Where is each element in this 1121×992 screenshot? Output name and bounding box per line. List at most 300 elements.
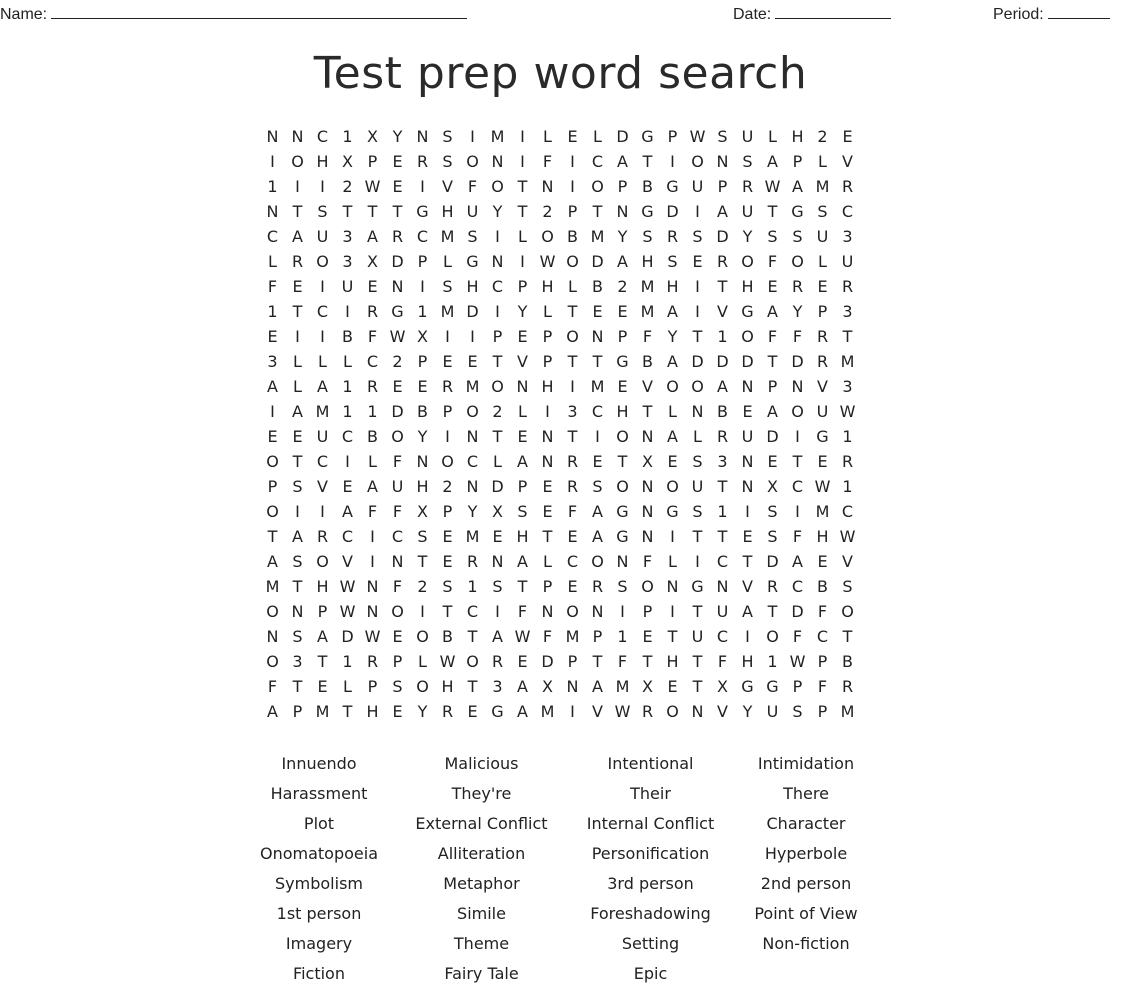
grid-letter[interactable]: I xyxy=(570,702,575,721)
grid-letter[interactable]: H xyxy=(416,477,429,496)
grid-letter[interactable]: E xyxy=(742,527,753,546)
grid-letter[interactable]: L xyxy=(543,552,552,571)
grid-letter[interactable]: M xyxy=(840,352,855,371)
grid-letter[interactable]: D xyxy=(591,252,604,271)
grid-letter[interactable]: O xyxy=(591,177,604,196)
grid-letter[interactable]: E xyxy=(392,177,403,196)
grid-letter[interactable]: V xyxy=(342,552,353,571)
grid-letter[interactable]: 1 xyxy=(342,127,353,146)
grid-letter[interactable]: E xyxy=(617,377,628,396)
grid-letter[interactable]: S xyxy=(667,252,678,271)
grid-letter[interactable]: H xyxy=(741,652,754,671)
grid-letter[interactable]: E xyxy=(292,277,303,296)
grid-letter[interactable]: N xyxy=(641,427,654,446)
grid-letter[interactable]: X xyxy=(767,477,778,496)
grid-letter[interactable]: B xyxy=(367,427,378,446)
grid-letter[interactable]: M xyxy=(315,402,330,421)
grid-letter[interactable]: P xyxy=(492,327,503,346)
grid-letter[interactable]: N xyxy=(266,202,279,221)
grid-letter[interactable]: C xyxy=(591,402,604,421)
grid-letter[interactable]: 1 xyxy=(767,652,778,671)
grid-letter[interactable]: T xyxy=(292,452,303,471)
grid-letter[interactable]: A xyxy=(492,627,503,646)
grid-letter[interactable]: M xyxy=(440,302,455,321)
grid-letter[interactable]: X xyxy=(542,677,553,696)
grid-letter[interactable]: B xyxy=(442,627,453,646)
grid-letter[interactable]: I xyxy=(745,502,750,521)
grid-letter[interactable]: T xyxy=(642,152,653,171)
grid-letter[interactable]: R xyxy=(491,652,504,671)
grid-letter[interactable]: S xyxy=(792,227,803,246)
grid-letter[interactable]: Y xyxy=(417,702,428,721)
grid-letter[interactable]: L xyxy=(343,677,352,696)
grid-letter[interactable]: T xyxy=(442,602,453,621)
grid-letter[interactable]: 1 xyxy=(367,402,378,421)
grid-letter[interactable]: R xyxy=(366,652,379,671)
grid-letter[interactable]: L xyxy=(543,302,552,321)
grid-letter[interactable]: Y xyxy=(392,127,403,146)
grid-letter[interactable]: N xyxy=(466,427,479,446)
grid-letter[interactable]: O xyxy=(391,427,404,446)
grid-letter[interactable]: W xyxy=(339,577,356,596)
grid-letter[interactable]: I xyxy=(595,427,600,446)
grid-letter[interactable]: N xyxy=(741,452,754,471)
grid-letter[interactable]: S xyxy=(392,677,403,696)
grid-letter[interactable]: A xyxy=(292,402,303,421)
grid-letter[interactable]: T xyxy=(842,327,853,346)
period-field[interactable] xyxy=(993,4,1110,24)
grid-letter[interactable]: S xyxy=(442,152,453,171)
grid-letter[interactable]: O xyxy=(566,252,579,271)
grid-letter[interactable]: R xyxy=(416,152,429,171)
grid-letter[interactable]: A xyxy=(592,677,603,696)
grid-letter[interactable]: O xyxy=(766,627,779,646)
grid-letter[interactable]: I xyxy=(795,502,800,521)
grid-letter[interactable]: T xyxy=(517,202,528,221)
grid-letter[interactable]: F xyxy=(392,452,403,471)
grid-letter[interactable]: T xyxy=(292,302,303,321)
grid-letter[interactable]: Y xyxy=(742,702,753,721)
grid-letter[interactable]: S xyxy=(517,502,528,521)
grid-letter[interactable]: P xyxy=(417,252,428,271)
grid-letter[interactable]: E xyxy=(667,677,678,696)
grid-letter[interactable]: C xyxy=(466,452,479,471)
grid-letter[interactable]: C xyxy=(341,427,354,446)
grid-letter[interactable]: N xyxy=(741,477,754,496)
grid-letter[interactable]: G xyxy=(616,352,629,371)
grid-letter[interactable]: N xyxy=(541,452,554,471)
grid-letter[interactable]: I xyxy=(570,177,575,196)
grid-letter[interactable]: Y xyxy=(492,202,503,221)
grid-letter[interactable]: L xyxy=(668,402,677,421)
grid-letter[interactable]: F xyxy=(792,527,803,546)
grid-letter[interactable]: I xyxy=(520,127,525,146)
grid-letter[interactable]: T xyxy=(592,652,603,671)
grid-letter[interactable]: P xyxy=(617,177,628,196)
grid-letter[interactable]: T xyxy=(667,627,678,646)
grid-letter[interactable]: L xyxy=(418,652,427,671)
grid-letter[interactable]: Y xyxy=(792,302,803,321)
grid-letter[interactable]: L xyxy=(668,552,677,571)
grid-letter[interactable]: A xyxy=(292,227,303,246)
grid-letter[interactable]: V xyxy=(842,552,853,571)
grid-letter[interactable]: O xyxy=(316,552,329,571)
grid-letter[interactable]: N xyxy=(666,577,679,596)
grid-letter[interactable]: G xyxy=(691,577,704,596)
grid-letter[interactable]: A xyxy=(667,352,678,371)
grid-letter[interactable]: C xyxy=(466,602,479,621)
grid-letter[interactable]: X xyxy=(642,452,653,471)
grid-letter[interactable]: H xyxy=(791,127,804,146)
grid-letter[interactable]: C xyxy=(716,627,729,646)
grid-letter[interactable]: B xyxy=(417,402,428,421)
grid-letter[interactable]: P xyxy=(592,627,603,646)
grid-letter[interactable]: 1 xyxy=(342,652,353,671)
grid-letter[interactable]: D xyxy=(541,652,554,671)
grid-letter[interactable]: R xyxy=(316,527,329,546)
grid-letter[interactable]: F xyxy=(642,552,653,571)
grid-letter[interactable]: O xyxy=(591,552,604,571)
grid-letter[interactable]: Y xyxy=(617,227,628,246)
grid-letter[interactable]: S xyxy=(492,577,503,596)
grid-letter[interactable]: E xyxy=(567,127,578,146)
grid-letter[interactable]: I xyxy=(445,327,450,346)
grid-letter[interactable]: C xyxy=(391,527,404,546)
grid-letter[interactable]: X xyxy=(417,327,428,346)
grid-letter[interactable]: O xyxy=(741,252,754,271)
grid-letter[interactable]: B xyxy=(817,577,828,596)
grid-letter[interactable]: E xyxy=(692,252,703,271)
grid-letter[interactable]: R xyxy=(716,252,729,271)
grid-letter[interactable]: N xyxy=(291,127,304,146)
grid-letter[interactable]: I xyxy=(420,177,425,196)
grid-letter[interactable]: N xyxy=(591,602,604,621)
grid-letter[interactable]: T xyxy=(492,427,503,446)
grid-letter[interactable]: N xyxy=(641,527,654,546)
grid-letter[interactable]: 1 xyxy=(342,402,353,421)
grid-letter[interactable]: A xyxy=(267,702,278,721)
grid-letter[interactable]: T xyxy=(692,677,703,696)
grid-letter[interactable]: E xyxy=(392,377,403,396)
grid-letter[interactable]: M xyxy=(815,177,830,196)
grid-letter[interactable]: L xyxy=(768,127,777,146)
grid-letter[interactable]: N xyxy=(716,152,729,171)
grid-letter[interactable]: L xyxy=(368,452,377,471)
grid-letter[interactable]: S xyxy=(467,227,478,246)
grid-letter[interactable]: O xyxy=(541,227,554,246)
grid-letter[interactable]: N xyxy=(366,577,379,596)
grid-letter[interactable]: A xyxy=(592,527,603,546)
grid-letter[interactable]: H xyxy=(541,277,554,296)
grid-letter[interactable]: C xyxy=(841,202,854,221)
grid-letter[interactable]: N xyxy=(541,602,554,621)
date-blank[interactable] xyxy=(775,4,891,19)
grid-letter[interactable]: O xyxy=(466,402,479,421)
grid-letter[interactable]: G xyxy=(616,527,629,546)
grid-letter[interactable]: O xyxy=(391,602,404,621)
grid-letter[interactable]: N xyxy=(616,202,629,221)
grid-letter[interactable]: 3 xyxy=(717,452,728,471)
grid-letter[interactable]: N xyxy=(691,702,704,721)
grid-letter[interactable]: P xyxy=(667,127,678,146)
grid-letter[interactable]: E xyxy=(842,127,853,146)
grid-letter[interactable]: U xyxy=(391,477,404,496)
grid-letter[interactable]: P xyxy=(517,277,528,296)
grid-letter[interactable]: P xyxy=(792,152,803,171)
grid-letter[interactable]: S xyxy=(792,702,803,721)
grid-letter[interactable]: C xyxy=(791,577,804,596)
grid-letter[interactable]: T xyxy=(342,702,353,721)
grid-letter[interactable]: F xyxy=(817,602,828,621)
grid-letter[interactable]: S xyxy=(442,127,453,146)
grid-letter[interactable]: P xyxy=(767,377,778,396)
grid-letter[interactable]: L xyxy=(493,452,502,471)
grid-letter[interactable]: T xyxy=(767,352,778,371)
grid-letter[interactable]: R xyxy=(641,702,654,721)
grid-letter[interactable]: D xyxy=(391,402,404,421)
grid-letter[interactable]: S xyxy=(617,577,628,596)
grid-letter[interactable]: A xyxy=(267,552,278,571)
grid-letter[interactable]: I xyxy=(670,527,675,546)
grid-letter[interactable]: D xyxy=(616,127,629,146)
grid-letter[interactable]: N xyxy=(391,552,404,571)
grid-letter[interactable]: G xyxy=(666,177,679,196)
grid-letter[interactable]: I xyxy=(695,302,700,321)
grid-letter[interactable]: P xyxy=(642,602,653,621)
grid-letter[interactable]: R xyxy=(666,227,679,246)
grid-letter[interactable]: C xyxy=(366,352,379,371)
grid-letter[interactable]: H xyxy=(666,277,679,296)
grid-letter[interactable]: N xyxy=(491,152,504,171)
grid-letter[interactable]: N xyxy=(266,127,279,146)
grid-letter[interactable]: T xyxy=(467,627,478,646)
grid-letter[interactable]: N xyxy=(541,177,554,196)
grid-letter[interactable]: U xyxy=(841,252,854,271)
grid-letter[interactable]: O xyxy=(691,377,704,396)
grid-letter[interactable]: F xyxy=(467,177,478,196)
grid-letter[interactable]: U xyxy=(741,427,754,446)
grid-letter[interactable]: F xyxy=(542,627,553,646)
grid-letter[interactable]: O xyxy=(466,152,479,171)
grid-letter[interactable]: A xyxy=(517,552,528,571)
grid-letter[interactable]: A xyxy=(767,152,778,171)
grid-letter[interactable]: G xyxy=(766,677,779,696)
grid-letter[interactable]: F xyxy=(642,327,653,346)
grid-letter[interactable]: A xyxy=(517,452,528,471)
grid-letter[interactable]: X xyxy=(367,252,378,271)
grid-letter[interactable]: E xyxy=(292,427,303,446)
grid-letter[interactable]: C xyxy=(316,302,329,321)
grid-letter[interactable]: L xyxy=(318,352,327,371)
grid-letter[interactable]: P xyxy=(392,652,403,671)
grid-letter[interactable]: B xyxy=(642,177,653,196)
grid-letter[interactable]: D xyxy=(716,227,729,246)
grid-letter[interactable]: P xyxy=(367,677,378,696)
grid-letter[interactable]: 3 xyxy=(342,227,353,246)
grid-letter[interactable]: I xyxy=(495,302,500,321)
grid-letter[interactable]: T xyxy=(842,627,853,646)
grid-letter[interactable]: V xyxy=(517,352,528,371)
grid-letter[interactable]: M xyxy=(465,377,480,396)
grid-letter[interactable]: O xyxy=(841,602,854,621)
grid-letter[interactable]: T xyxy=(692,652,703,671)
grid-letter[interactable]: D xyxy=(791,602,804,621)
grid-letter[interactable]: M xyxy=(565,627,580,646)
grid-letter[interactable]: R xyxy=(816,327,829,346)
grid-letter[interactable]: X xyxy=(417,502,428,521)
grid-letter[interactable]: L xyxy=(518,402,527,421)
grid-letter[interactable]: R xyxy=(741,177,754,196)
grid-letter[interactable]: N xyxy=(541,427,554,446)
grid-letter[interactable]: A xyxy=(617,152,628,171)
grid-letter[interactable]: T xyxy=(717,527,728,546)
grid-letter[interactable]: S xyxy=(817,202,828,221)
grid-letter[interactable]: N xyxy=(266,627,279,646)
grid-letter[interactable]: 1 xyxy=(467,577,478,596)
grid-letter[interactable]: P xyxy=(317,602,328,621)
grid-letter[interactable]: M xyxy=(440,227,455,246)
grid-letter[interactable]: A xyxy=(792,552,803,571)
grid-letter[interactable]: O xyxy=(641,577,654,596)
grid-letter[interactable]: E xyxy=(767,452,778,471)
grid-letter[interactable]: O xyxy=(416,627,429,646)
grid-letter[interactable]: R xyxy=(591,577,604,596)
grid-letter[interactable]: Y xyxy=(667,327,678,346)
grid-letter[interactable]: F xyxy=(392,502,403,521)
grid-letter[interactable]: O xyxy=(416,677,429,696)
grid-letter[interactable]: U xyxy=(316,427,329,446)
grid-letter[interactable]: W xyxy=(514,627,531,646)
grid-letter[interactable]: N xyxy=(791,377,804,396)
grid-letter[interactable]: E xyxy=(592,302,603,321)
grid-letter[interactable]: C xyxy=(341,527,354,546)
grid-letter[interactable]: X xyxy=(717,677,728,696)
grid-letter[interactable]: E xyxy=(567,527,578,546)
grid-letter[interactable]: I xyxy=(470,127,475,146)
grid-letter[interactable]: T xyxy=(742,552,753,571)
grid-letter[interactable]: A xyxy=(667,427,678,446)
grid-letter[interactable]: E xyxy=(817,452,828,471)
grid-letter[interactable]: I xyxy=(420,602,425,621)
grid-letter[interactable]: P xyxy=(542,577,553,596)
grid-letter[interactable]: S xyxy=(442,277,453,296)
grid-letter[interactable]: C xyxy=(316,127,329,146)
grid-letter[interactable]: A xyxy=(517,677,528,696)
grid-letter[interactable]: R xyxy=(841,677,854,696)
grid-letter[interactable]: B xyxy=(717,402,728,421)
grid-letter[interactable]: F xyxy=(717,652,728,671)
grid-letter[interactable]: 3 xyxy=(342,252,353,271)
grid-letter[interactable]: T xyxy=(267,527,278,546)
grid-letter[interactable]: T xyxy=(792,452,803,471)
grid-letter[interactable]: D xyxy=(466,302,479,321)
grid-letter[interactable]: G xyxy=(741,677,754,696)
grid-letter[interactable]: N xyxy=(641,502,654,521)
grid-letter[interactable]: G xyxy=(491,702,504,721)
grid-letter[interactable]: L xyxy=(543,127,552,146)
grid-letter[interactable]: 1 xyxy=(617,627,628,646)
grid-letter[interactable]: H xyxy=(316,152,329,171)
grid-letter[interactable]: V xyxy=(842,152,853,171)
grid-letter[interactable]: 3 xyxy=(842,227,853,246)
grid-letter[interactable]: I xyxy=(545,402,550,421)
grid-letter[interactable]: P xyxy=(442,502,453,521)
grid-letter[interactable]: A xyxy=(792,177,803,196)
grid-letter[interactable]: 1 xyxy=(842,427,853,446)
grid-letter[interactable]: O xyxy=(266,602,279,621)
grid-letter[interactable]: F xyxy=(767,252,778,271)
grid-letter[interactable]: A xyxy=(292,527,303,546)
grid-letter[interactable]: S xyxy=(742,152,753,171)
grid-letter[interactable]: U xyxy=(316,227,329,246)
grid-letter[interactable]: S xyxy=(642,227,653,246)
grid-letter[interactable]: E xyxy=(267,427,278,446)
grid-letter[interactable]: H xyxy=(516,527,529,546)
grid-letter[interactable]: E xyxy=(617,302,628,321)
grid-letter[interactable]: I xyxy=(370,552,375,571)
grid-letter[interactable]: I xyxy=(270,402,275,421)
grid-letter[interactable]: 3 xyxy=(267,352,278,371)
grid-letter[interactable]: H xyxy=(466,277,479,296)
grid-letter[interactable]: V xyxy=(592,702,603,721)
grid-letter[interactable]: V xyxy=(317,477,328,496)
grid-letter[interactable]: H xyxy=(616,402,629,421)
grid-letter[interactable]: A xyxy=(717,377,728,396)
grid-letter[interactable]: X xyxy=(642,677,653,696)
grid-letter[interactable]: P xyxy=(542,352,553,371)
grid-letter[interactable]: S xyxy=(317,202,328,221)
grid-letter[interactable]: D xyxy=(391,252,404,271)
grid-letter[interactable]: P xyxy=(367,152,378,171)
grid-letter[interactable]: E xyxy=(542,477,553,496)
grid-letter[interactable]: L xyxy=(693,427,702,446)
grid-letter[interactable]: G xyxy=(741,302,754,321)
grid-letter[interactable]: T xyxy=(717,477,728,496)
grid-letter[interactable]: U xyxy=(691,477,704,496)
grid-letter[interactable]: T xyxy=(492,352,503,371)
grid-letter[interactable]: R xyxy=(791,277,804,296)
grid-letter[interactable]: S xyxy=(592,477,603,496)
grid-letter[interactable]: A xyxy=(342,502,353,521)
grid-letter[interactable]: H xyxy=(441,677,454,696)
grid-letter[interactable]: M xyxy=(590,227,605,246)
grid-letter[interactable]: U xyxy=(816,227,829,246)
grid-letter[interactable]: U xyxy=(341,277,354,296)
grid-letter[interactable]: P xyxy=(792,677,803,696)
grid-letter[interactable]: I xyxy=(370,527,375,546)
grid-letter[interactable]: E xyxy=(392,627,403,646)
grid-letter[interactable]: I xyxy=(670,152,675,171)
grid-letter[interactable]: M xyxy=(815,502,830,521)
grid-letter[interactable]: L xyxy=(593,127,602,146)
grid-letter[interactable]: T xyxy=(317,652,328,671)
grid-letter[interactable]: R xyxy=(841,277,854,296)
grid-letter[interactable]: T xyxy=(767,202,778,221)
grid-letter[interactable]: O xyxy=(441,452,454,471)
grid-letter[interactable]: 2 xyxy=(817,127,828,146)
grid-letter[interactable]: M xyxy=(265,577,280,596)
grid-letter[interactable]: N xyxy=(641,477,654,496)
grid-letter[interactable]: N xyxy=(491,252,504,271)
grid-letter[interactable]: T xyxy=(767,602,778,621)
grid-letter[interactable]: R xyxy=(816,352,829,371)
grid-letter[interactable]: I xyxy=(295,177,300,196)
grid-letter[interactable]: C xyxy=(841,502,854,521)
grid-letter[interactable]: L xyxy=(443,252,452,271)
grid-letter[interactable]: S xyxy=(842,577,853,596)
grid-letter[interactable]: M xyxy=(315,702,330,721)
grid-letter[interactable]: A xyxy=(517,702,528,721)
